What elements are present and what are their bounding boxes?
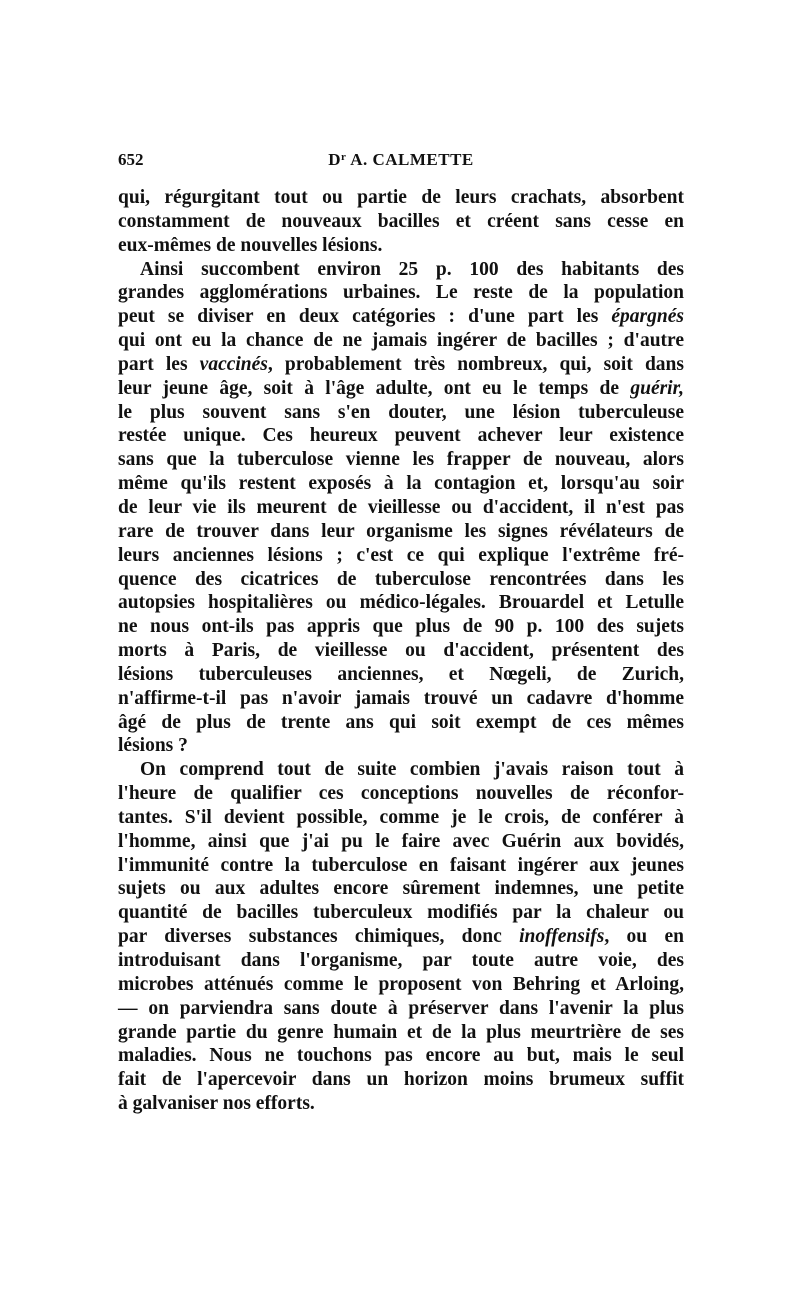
text-segment: , ou en xyxy=(604,926,684,948)
text-line: n'affirme-t-il pas n'avoir jamais trouvé un cadavre d'homme xyxy=(118,687,684,709)
text-line: même qu'ils restent exposés à la contagion et, lorsqu'au soir xyxy=(118,473,684,495)
author-prefix: D xyxy=(328,150,341,169)
page-header xyxy=(118,150,684,174)
italic-word: inoffensifs xyxy=(519,926,605,948)
text-line: lésions ? xyxy=(118,735,188,757)
text-segment: , probablement très nombreux, qui, soit dans xyxy=(267,353,684,375)
text-segment: par diverses substances chimiques, donc xyxy=(118,926,520,948)
text-line: morts à Paris, de vieillesse ou d'accident, présentent des xyxy=(118,640,684,662)
text-line: qui ont eu la chance de ne jamais ingérer de bacilles ; d'autre xyxy=(118,330,684,352)
text-line: fait de l'apercevoir dans un horizon moins brumeux suffit xyxy=(118,1069,684,1091)
page-number: 652 xyxy=(118,150,144,169)
body-text xyxy=(118,186,684,1116)
text-line: microbes atténués comme le proposent von Behring et Arloing, xyxy=(118,973,684,995)
text-line: introduisant dans l'organisme, par toute autre voie, des xyxy=(118,950,684,971)
text-line: maladies. Nous ne touchons pas encore au but, mais le seul xyxy=(118,1045,684,1067)
text-line xyxy=(118,353,684,377)
italic-word: épargnés xyxy=(611,306,684,328)
text-line: l'homme, ainsi que j'ai pu le faire avec Guérin aux bovidés, xyxy=(118,830,684,852)
text-line: qui, régurgitant tout ou partie de leurs crachats, absorbent xyxy=(118,187,684,208)
text-line: autopsies hospitalières ou médico-légales. Brouardel et Letulle xyxy=(118,592,684,614)
text-line: grandes agglomérations urbaines. Le reste de la population xyxy=(118,282,684,304)
text-line: Ainsi succombent environ 25 p. 100 des habitants des xyxy=(140,258,684,280)
text-line: quence des cicatrices de tuberculose rencontrées dans les xyxy=(118,568,684,590)
text-line: âgé de plus de trente ans qui soit exempt de ces mêmes xyxy=(118,711,684,733)
text-line: — on parviendra sans doute à préserver dans l'avenir la plus xyxy=(118,997,684,1019)
text-line: l'heure de qualifier ces conceptions nouvelles de réconfor- xyxy=(118,783,684,805)
text-line: de leur vie ils meurent de vieillesse ou d'accident, il n'est pas xyxy=(118,496,684,518)
italic-word: vaccinés xyxy=(199,353,268,375)
text-line: sans que la tuberculose vienne les frapper de nouveau, alors xyxy=(118,449,684,471)
text-line: lésions tuberculeuses anciennes, et Nœgeli, de Zurich, xyxy=(118,663,684,685)
text-line xyxy=(118,305,684,329)
text-line: le plus souvent sans s'en douter, une lésion tuberculeuse xyxy=(118,401,684,423)
text-segment: part les xyxy=(118,353,200,375)
text-line: quantité de bacilles tuberculeux modifiés par la chaleur ou xyxy=(118,902,684,924)
text-line: On comprend tout de suite combien j'avais raison tout à xyxy=(140,759,684,781)
text-segment: leur jeune âge, soit à l'âge adulte, ont eu le temps de xyxy=(118,377,631,399)
text-line: ne nous ont-ils pas appris que plus de 90 p. 100 des sujets xyxy=(118,616,684,638)
text-line: eux-mêmes de nouvelles lésions. xyxy=(118,234,383,256)
text-line: rare de trouver dans leur organisme les signes révélateurs de xyxy=(118,520,684,542)
text-line xyxy=(118,925,684,949)
author-prefix-sup: r xyxy=(341,151,347,163)
text-line: tantes. S'il devient possible, comme je le crois, de conférer à xyxy=(118,806,684,828)
text-line xyxy=(118,377,684,401)
text-line: constamment de nouveaux bacilles et créent sans cesse en xyxy=(118,210,684,232)
author-name: A. CALMETTE xyxy=(346,150,474,169)
text-line: sujets ou aux adultes encore sûrement indemnes, une petite xyxy=(118,878,684,900)
text-line: restée unique. Ces heureux peuvent achever leur existence xyxy=(118,425,684,447)
text-line: grande partie du genre humain et de la plus meurtrière de ses xyxy=(118,1021,684,1043)
text-line: leurs anciennes lésions ; c'est ce qui explique l'extrême fré- xyxy=(118,544,684,566)
text-line: l'immunité contre la tuberculose en faisant ingérer aux jeunes xyxy=(118,854,684,876)
text-line: à galvaniser nos efforts. xyxy=(118,1093,315,1115)
italic-word: guérir, xyxy=(630,377,684,399)
text-segment: peut se diviser en deux catégories : d'une part les xyxy=(118,306,612,328)
running-title xyxy=(118,150,684,170)
